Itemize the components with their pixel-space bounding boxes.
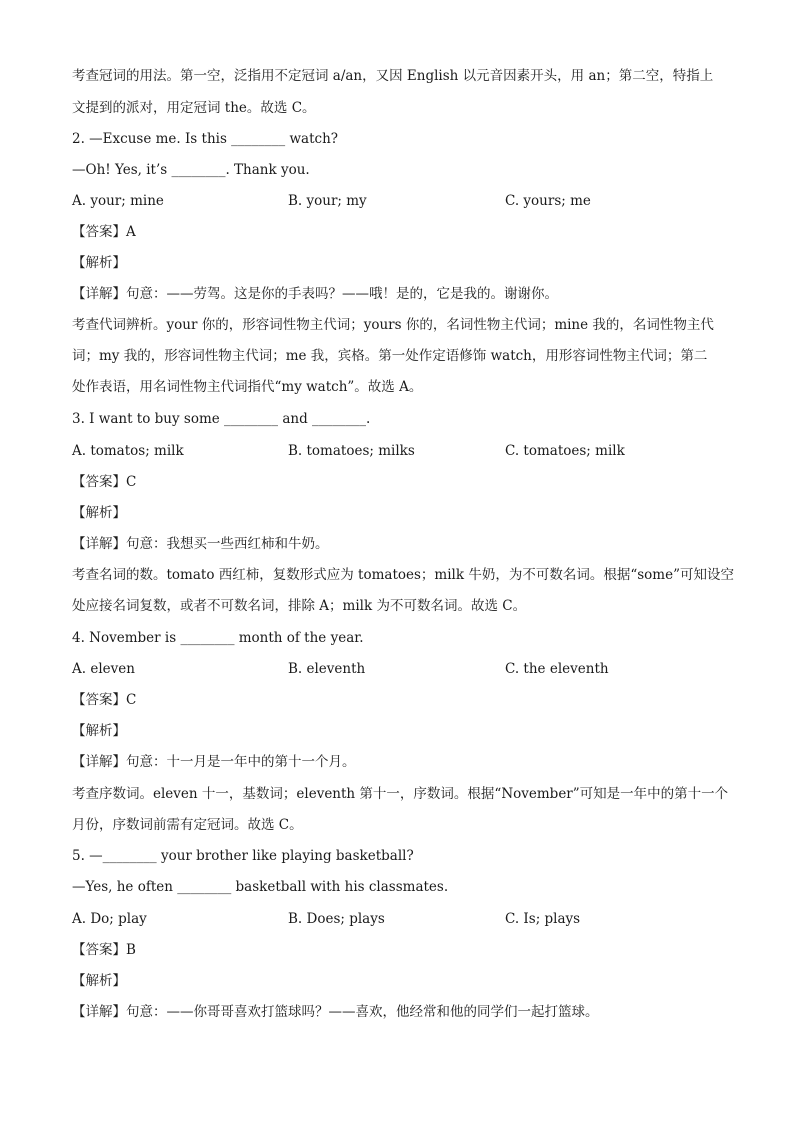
question-3-stem: 3. I want to buy some ________ and ________. — [72, 411, 371, 427]
question-2-option-b: B. your; my — [288, 193, 367, 209]
explanation-line: 词；my 我的，形容词性物主代词；me 我，宾格。第一处作定语修饰 watch，用形容词性物主代词；第二 — [72, 348, 708, 364]
question-2-stem: 2. —Excuse me. Is this ________ watch? — [72, 131, 338, 147]
answer-label: 【答案】A — [72, 224, 136, 240]
explanation-line: 考查冠词的用法。第一空，泛指用不定冠词 a/an，又因 English 以元音因素开头，用 an；第二空，特指上 — [72, 68, 714, 84]
question-4-option-c: C. the eleventh — [505, 661, 609, 677]
analysis-label: 【解析】 — [72, 505, 126, 521]
question-5-stem: 5. —________ your brother like playing basketball? — [72, 848, 414, 864]
explanation-line: 文提到的派对，用定冠词 the。故选 C。 — [72, 100, 316, 116]
answer-label: 【答案】B — [72, 942, 136, 958]
explanation-line: 处应接名词复数，或者不可数名词，排除 A；milk 为不可数名词。故选 C。 — [72, 598, 527, 614]
analysis-label: 【解析】 — [72, 255, 126, 271]
analysis-label: 【解析】 — [72, 973, 126, 989]
detail-line: 【详解】句意：十一月是一年中的第十一个月。 — [72, 754, 356, 770]
question-5-stem: —Yes, he often ________ basketball with his classmates. — [72, 879, 449, 895]
detail-line: 【详解】句意：我想买一些西红柿和牛奶。 — [72, 536, 329, 552]
explanation-line: 考查代词辨析。your 你的，形容词性物主代词；yours 你的，名词性物主代词；mine 我的，名词性物主代 — [72, 317, 714, 333]
explanation-line: 处作表语，用名词性物主代词指代“my watch”。故选 A。 — [72, 379, 423, 395]
question-5-option-b: B. Does; plays — [288, 911, 385, 927]
question-2-option-a: A. your; mine — [72, 193, 164, 209]
answer-label: 【答案】C — [72, 474, 137, 490]
question-4-stem: 4. November is ________ month of the year. — [72, 630, 364, 646]
explanation-line: 考查序数词。eleven 十一，基数词；eleventh 第十一，序数词。根据“November”可知是一年中的第十一个 — [72, 786, 729, 802]
question-5-option-c: C. Is; plays — [505, 911, 581, 927]
question-2-stem: —Oh! Yes, it’s ________. Thank you. — [72, 162, 310, 178]
question-3-option-b: B. tomatoes; milks — [288, 443, 415, 459]
question-2-option-c: C. yours; me — [505, 193, 591, 209]
question-3-option-a: A. tomatos; milk — [72, 443, 184, 459]
question-5-option-a: A. Do; play — [72, 911, 147, 927]
analysis-label: 【解析】 — [72, 723, 126, 739]
explanation-line: 月份，序数词前需有定冠词。故选 C。 — [72, 817, 303, 833]
answer-label: 【答案】C — [72, 692, 137, 708]
question-4-option-a: A. eleven — [72, 661, 135, 677]
detail-line: 【详解】句意：——劳驾。这是你的手表吗？——哦！是的，它是我的。谢谢你。 — [72, 286, 558, 302]
explanation-line: 考查名词的数。tomato 西红柿，复数形式应为 tomatoes；milk 牛奶，为不可数名词。根据“some”可知设空 — [72, 567, 734, 583]
question-3-option-c: C. tomatoes; milk — [505, 443, 625, 459]
question-4-option-b: B. eleventh — [288, 661, 366, 677]
detail-line: 【详解】句意：——你哥哥喜欢打篮球吗？——喜欢，他经常和他的同学们一起打篮球。 — [72, 1004, 599, 1020]
